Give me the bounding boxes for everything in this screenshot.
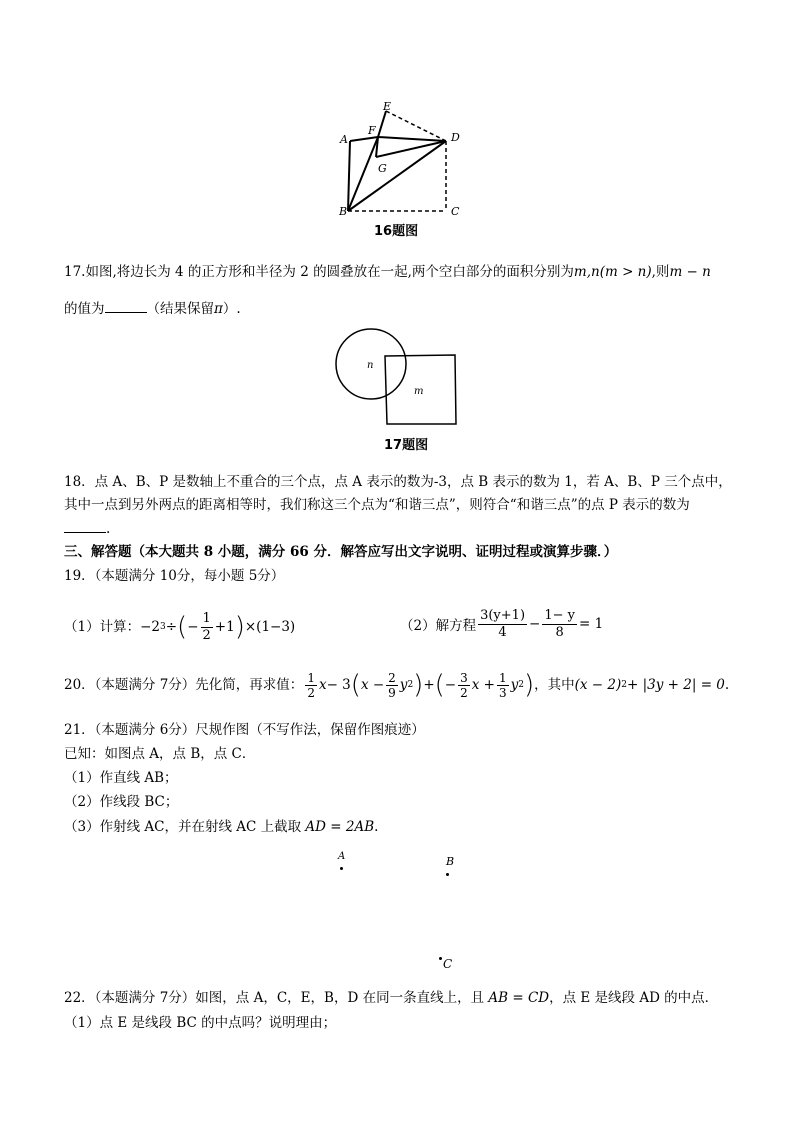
point-a — [340, 867, 343, 870]
fig16-label-b: B — [339, 205, 348, 218]
fig16-caption: 16题图 — [374, 224, 419, 239]
q19-part1: （1）计算： −2 3 ÷ ( − $\frac{1}{2}$ +1 ) × (1−3) — [64, 610, 296, 643]
q17-line1: 17.如图,将边长为 4 的正方形和半径为 2 的圆叠放在一起,两个空白部分的面积分别为m,n(m > n),则m − n — [64, 264, 711, 280]
q19-header: 19．（本题满分 10分，每小题 5分） — [64, 568, 285, 584]
q19-part2: （2）解方程 $\frac{3(y+1)}{4}$ − $\frac{1- y}{8}$ = 1 — [400, 607, 604, 640]
q18-line3: . — [64, 518, 110, 539]
q21-step2: （2）作线段 BC； — [64, 794, 179, 810]
point-a-label: A — [338, 851, 346, 862]
section-title: 三、解答题（本大题共 8 小题，满分 66 分．解答应写出文字说明、证明过程或演算步骤．） — [64, 544, 618, 560]
q17-line2: 的值为 （结果保留π）. — [64, 298, 241, 319]
q22-header: 22．（本题满分 7分）如图，点 A，C，E，B，D 在同一条直线上，且 AB = CD，点 E 是线段 AD 的中点． — [64, 990, 719, 1006]
point-c-label: C — [443, 957, 453, 971]
fig17-label-m: m — [414, 386, 424, 397]
fig16-label-d: D — [451, 131, 460, 144]
q21-header: 21．（本题满分 6分）尺规作图（不写作法，保留作图痕迹） — [64, 722, 425, 738]
figure-17 — [333, 325, 463, 425]
figure-16 — [330, 95, 480, 240]
fig16-label-c: C — [451, 205, 460, 218]
answer-blank — [105, 298, 147, 313]
q18-line2: 其中一点到另外两点的距离相等时，我们称这三个点为“和谐三点”，则符合“和谐三点”的点 P 表示的数为 — [64, 497, 690, 513]
fig16-label-e: E — [383, 100, 392, 113]
q22-step1: （1）点 E 是线段 BC 的中点吗？说明理由； — [64, 1015, 337, 1031]
point-b-label: B — [446, 855, 455, 868]
fig17-label-n: n — [367, 360, 374, 371]
fig16-label-g: G — [378, 162, 387, 175]
point-c — [439, 957, 442, 960]
q21-given: 已知：如图点 A，点 B，点 C． — [64, 746, 256, 762]
q21-step1: （1）作直线 AB； — [64, 770, 178, 786]
q20-line: 20．（本题满分 7分）先化简，再求值： $\frac{1}{2}$ x − 3 ( x − $\frac{2}{9}$ y 2 ) + ( − $\frac{3}{2}$ x + $\frac{1}{3}$ y 2 ) ，其中 (x − 2) 2 + |3y + 2| = 0 . — [64, 670, 730, 700]
fig17-caption: 17题图 — [384, 438, 429, 453]
fig16-label-f: F — [368, 124, 376, 137]
q21-step3: （3）作射线 AC，并在射线 AC 上截取 AD = 2AB. — [64, 819, 379, 835]
q18-line1: 18．点 A、B、P 是数轴上不重合的三个点，点 A 表示的数为-3，点 B 表示的数为 1，若 A、B、P 三个点中， — [64, 474, 732, 490]
fig16-label-a: A — [340, 133, 348, 146]
point-b — [446, 873, 449, 876]
answer-blank — [64, 518, 106, 533]
